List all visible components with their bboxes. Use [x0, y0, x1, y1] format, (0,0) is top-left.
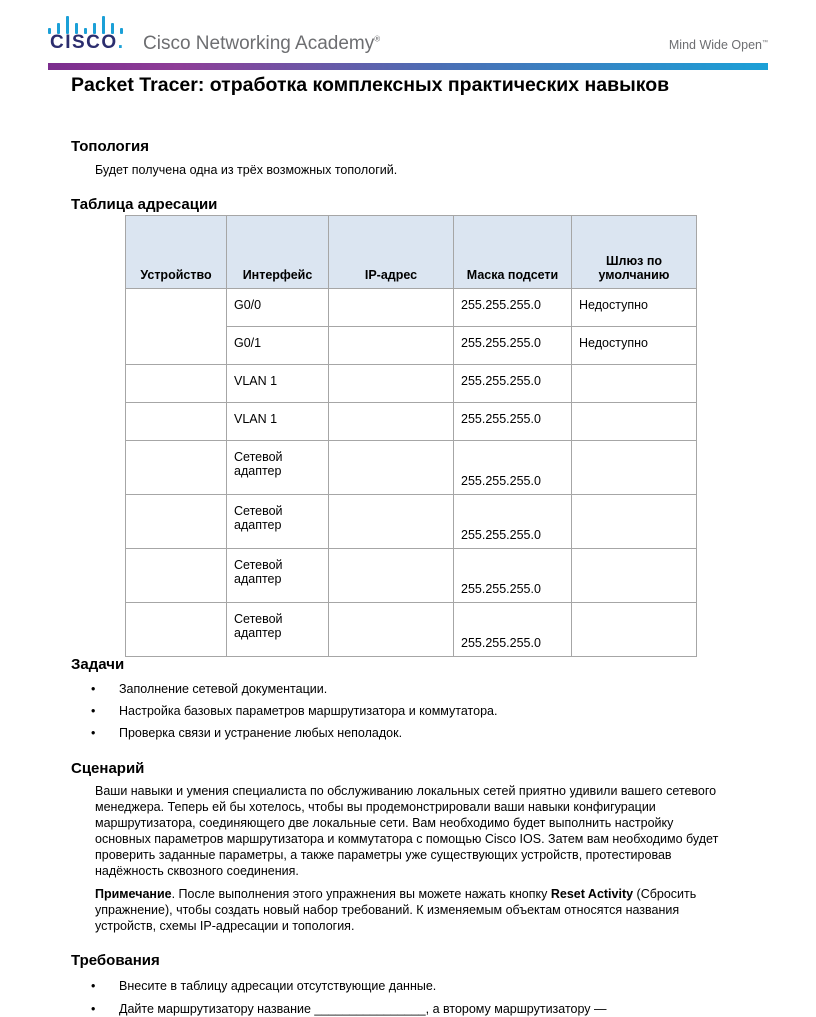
page-title: Packet Tracer: отработка комплексных практических навыков	[71, 74, 670, 96]
mask-cell: 255.255.255.0	[454, 365, 572, 403]
device-cell	[126, 441, 227, 495]
interface-cell: Сетевой адаптер	[227, 495, 329, 549]
scenario-note: Примечание. После выполнения этого упражнения вы можете нажать кнопку Reset Activity (Сбросить упражнение), чтобы создать новый набор требований. К изменяемым объектам относятся названия устройств, схемы IP-адресации и топология.	[95, 887, 697, 933]
mask-cell: 255.255.255.0	[454, 495, 572, 549]
ip-cell	[329, 441, 454, 495]
ip-cell	[329, 603, 454, 657]
requirements-list	[91, 978, 607, 1017]
device-cell	[126, 603, 227, 657]
header-stripe	[48, 63, 768, 70]
scenario-text: Ваши навыки и умения специалиста по обслуживанию локальных сетей приятно удивили вашего сетевого менеджера. Теперь ей бы хотелось, чтобы вы продемонстрировали ваши навыки конфигурации маршрутизатора, соединяющего две локальные сети. Вам необходимо будет выполнить настройку основных параметров маршрутизатора и коммутатора с помощью Cisco IOS. Затем вам необходимо будет проверить заданные параметры, а также параметры уже существующих устройств, протестировав надёжность сквозного соединения.	[95, 784, 719, 878]
interface-cell: Сетевой адаптер	[227, 549, 329, 603]
mask-cell: 255.255.255.0	[454, 289, 572, 327]
gateway-cell	[572, 549, 697, 603]
scenario-heading: Сценарий	[71, 760, 145, 777]
requirements-heading: Требования	[71, 952, 160, 969]
ip-cell	[329, 403, 454, 441]
table-row	[126, 603, 697, 657]
topology-text: Будет получена одна из трёх возможных топологий.	[95, 163, 398, 177]
device-cell	[126, 403, 227, 441]
column-header: IP-адрес	[329, 216, 454, 289]
mask-cell: 255.255.255.0	[454, 327, 572, 365]
ip-cell	[329, 495, 454, 549]
addressing-heading: Таблица адресации	[71, 196, 218, 213]
cisco-logo-bars-icon	[48, 14, 122, 34]
table-row	[126, 495, 697, 549]
table-row	[126, 289, 697, 327]
ip-cell	[329, 365, 454, 403]
note-label: Примечание	[95, 887, 172, 901]
table-row	[126, 549, 697, 603]
ip-cell	[329, 289, 454, 327]
ip-cell	[329, 327, 454, 365]
addressing-table	[125, 215, 697, 657]
table-row	[126, 441, 697, 495]
topology-heading: Топология	[71, 138, 149, 155]
tagline: Mind Wide Open™	[668, 38, 768, 52]
tasks-list	[91, 681, 497, 741]
table-row	[126, 365, 697, 403]
list-item: • Заполнение сетевой документации.	[91, 681, 497, 697]
column-header: Шлюз по умолчанию	[572, 216, 697, 289]
column-header: Устройство	[126, 216, 227, 289]
interface-cell: G0/1	[227, 327, 329, 365]
gateway-cell	[572, 403, 697, 441]
list-item: • Внесите в таблицу адресации отсутствующие данные.	[91, 978, 607, 994]
interface-cell: VLAN 1	[227, 403, 329, 441]
interface-cell: VLAN 1	[227, 365, 329, 403]
list-item: • Настройка базовых параметров маршрутизатора и коммутатора.	[91, 703, 497, 719]
gateway-cell	[572, 441, 697, 495]
gateway-cell: Недоступно	[572, 289, 697, 327]
mask-cell: 255.255.255.0	[454, 441, 572, 495]
gateway-cell	[572, 495, 697, 549]
device-cell	[126, 495, 227, 549]
page-header	[0, 0, 816, 72]
list-item: • Дайте маршрутизатору название ________________, а второму маршрутизатору —	[91, 1001, 607, 1017]
interface-cell: Сетевой адаптер	[227, 441, 329, 495]
column-header: Маска подсети	[454, 216, 572, 289]
table-row	[126, 403, 697, 441]
cisco-logo-word: CISCO.	[50, 32, 125, 53]
device-cell	[126, 289, 227, 365]
interface-cell: Сетевой адаптер	[227, 603, 329, 657]
reset-activity-label: Reset Activity	[550, 887, 634, 901]
gateway-cell	[572, 603, 697, 657]
gateway-cell: Недоступно	[572, 327, 697, 365]
tasks-heading: Задачи	[71, 656, 125, 673]
device-cell	[126, 365, 227, 403]
academy-name: Cisco Networking Academy®	[143, 33, 381, 54]
device-cell	[126, 549, 227, 603]
mask-cell: 255.255.255.0	[454, 603, 572, 657]
mask-cell: 255.255.255.0	[454, 403, 572, 441]
list-item: • Проверка связи и устранение любых неполадок.	[91, 725, 497, 741]
gateway-cell	[572, 365, 697, 403]
column-header: Интерфейс	[227, 216, 329, 289]
ip-cell	[329, 549, 454, 603]
table-header-row	[126, 216, 697, 289]
interface-cell: G0/0	[227, 289, 329, 327]
mask-cell: 255.255.255.0	[454, 549, 572, 603]
